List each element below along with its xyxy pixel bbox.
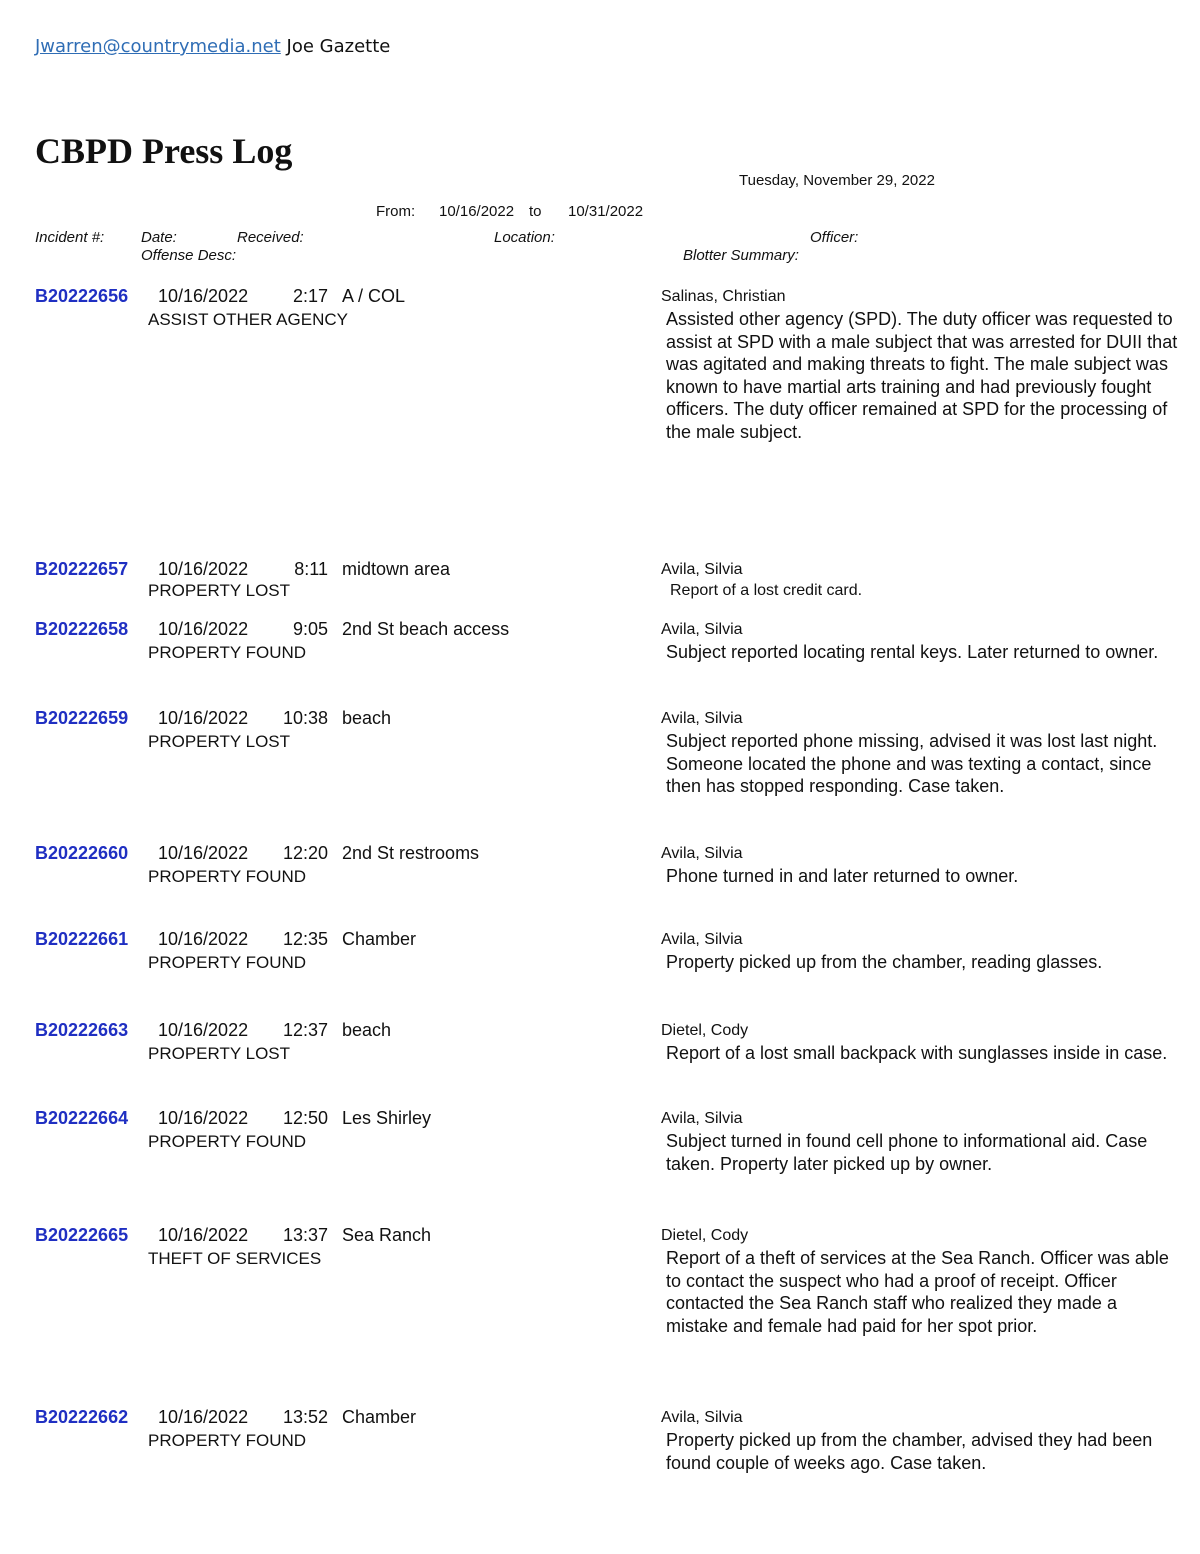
blotter-summary: Report of a lost credit card.: [670, 582, 863, 599]
col-location: Location:: [494, 229, 555, 246]
blotter-summary: Subject reported phone missing, advised it was lost last night. Someone located the phone and was texting a contact, since then has stopped responding. Case taken.: [666, 731, 1158, 797]
blotter-summary: Report of a lost small backpack with sunglasses inside in case.: [666, 1043, 1168, 1063]
officer-name: Avila, Silvia: [661, 931, 743, 948]
blotter-summary: Assisted other agency (SPD). The duty officer was requested to assist at SPD with a male subject that was arrested for DUII that was agitated and making threats to fight. The male subject was known to have martial arts training and had previously fought officers. The duty officer remained at SPD for the processing of the male subject.: [666, 309, 1178, 442]
incident-location: Chamber: [342, 929, 417, 949]
incident-date: 10/16/2022: [158, 708, 249, 728]
incident-location: A / COL: [342, 286, 406, 306]
blotter-summary: Property picked up from the chamber, reading glasses.: [666, 952, 1103, 972]
incident-date: 10/16/2022: [158, 619, 249, 639]
col-offense: Offense Desc:: [141, 247, 237, 264]
print-date: Tuesday, November 29, 2022: [739, 172, 935, 189]
incident-number: B20222664: [35, 1108, 129, 1128]
offense-desc: PROPERTY LOST: [148, 732, 291, 751]
incident-time: 12:20: [282, 843, 328, 863]
incident-date: 10/16/2022: [158, 1225, 249, 1245]
incident-location: beach: [342, 1020, 392, 1040]
blotter-summary: Property picked up from the chamber, advised they had been found couple of weeks ago. Case taken.: [666, 1430, 1153, 1473]
officer-name: Salinas, Christian: [661, 288, 786, 305]
officer-name: Dietel, Cody: [661, 1227, 749, 1244]
incident-time: 9:05: [292, 619, 328, 639]
officer-name: Dietel, Cody: [661, 1022, 749, 1039]
officer-name: Avila, Silvia: [661, 561, 743, 578]
incident-location: midtown area: [342, 559, 451, 579]
col-date: Date:: [141, 229, 177, 246]
officer-name: Avila, Silvia: [661, 845, 743, 862]
incident-location: 2nd St restrooms: [342, 843, 480, 863]
offense-desc: PROPERTY FOUND: [148, 1431, 307, 1450]
incident-location: Les Shirley: [342, 1108, 432, 1128]
incident-number: B20222657: [35, 559, 129, 579]
incident-time: 13:52: [282, 1407, 328, 1427]
col-received: Received:: [237, 229, 304, 246]
incident-date: 10/16/2022: [158, 1108, 249, 1128]
offense-desc: PROPERTY FOUND: [148, 867, 307, 886]
email-header: [35, 36, 390, 57]
officer-name: Avila, Silvia: [661, 710, 743, 727]
incident-time: 12:50: [282, 1108, 328, 1128]
incident-location: Sea Ranch: [342, 1225, 432, 1245]
incident-number: B20222662: [35, 1407, 129, 1427]
incident-location: 2nd St beach access: [342, 619, 510, 639]
officer-name: Avila, Silvia: [661, 1110, 743, 1127]
incident-date: 10/16/2022: [158, 286, 249, 306]
blotter-summary: Subject reported locating rental keys. Later returned to owner.: [666, 642, 1159, 662]
incident-number: B20222661: [35, 929, 129, 949]
blotter-summary: Subject turned in found cell phone to informational aid. Case taken. Property later picked up by owner.: [666, 1131, 1148, 1174]
officer-name: Avila, Silvia: [661, 621, 743, 638]
range-from-date: 10/16/2022: [439, 203, 515, 220]
incident-date: 10/16/2022: [158, 1020, 249, 1040]
email-link[interactable]: Jwarren@countrymedia.net: [35, 36, 281, 57]
recipient-name: Joe Gazette: [280, 36, 391, 57]
incident-date: 10/16/2022: [158, 1407, 249, 1427]
incident-number: B20222665: [35, 1225, 129, 1245]
incident-number: B20222663: [35, 1020, 129, 1040]
offense-desc: ASSIST OTHER AGENCY: [148, 310, 348, 329]
incident-number: B20222660: [35, 843, 129, 863]
range-to-date: 10/31/2022: [568, 203, 644, 220]
offense-desc: PROPERTY FOUND: [148, 953, 307, 972]
incident-time: 12:37: [282, 1020, 328, 1040]
col-incident: Incident #:: [35, 229, 105, 246]
incident-time: 13:37: [282, 1225, 328, 1245]
range-from-label: From:: [376, 203, 416, 220]
incident-number: B20222656: [35, 286, 129, 306]
offense-desc: PROPERTY LOST: [148, 1044, 291, 1063]
page-title: CBPD Press Log: [35, 131, 293, 171]
incident-time: 2:17: [292, 286, 328, 306]
incident-location: beach: [342, 708, 392, 728]
offense-desc: PROPERTY FOUND: [148, 1132, 307, 1151]
blotter-summary: Report of a theft of services at the Sea Ranch. Officer was able to contact the suspect who had a proof of receipt. Officer contacted the Sea Ranch staff who realized they made a mistake and female had paid for her spot prior.: [666, 1248, 1169, 1336]
officer-name: Avila, Silvia: [661, 1409, 743, 1426]
offense-desc: THEFT OF SERVICES: [148, 1249, 322, 1268]
incident-date: 10/16/2022: [158, 929, 249, 949]
incident-time: 12:35: [282, 929, 328, 949]
col-summary: Blotter Summary:: [683, 247, 799, 264]
incident-date: 10/16/2022: [158, 559, 249, 579]
incident-time: 8:11: [294, 559, 328, 579]
range-to-label: to: [529, 203, 542, 220]
offense-desc: PROPERTY FOUND: [148, 643, 307, 662]
col-officer: Officer:: [810, 229, 859, 246]
incident-number: B20222658: [35, 619, 129, 639]
incident-time: 10:38: [282, 708, 328, 728]
incident-location: Chamber: [342, 1407, 417, 1427]
incident-date: 10/16/2022: [158, 843, 249, 863]
blotter-summary: Phone turned in and later returned to owner.: [666, 866, 1019, 886]
offense-desc: PROPERTY LOST: [148, 581, 291, 600]
incident-number: B20222659: [35, 708, 129, 728]
